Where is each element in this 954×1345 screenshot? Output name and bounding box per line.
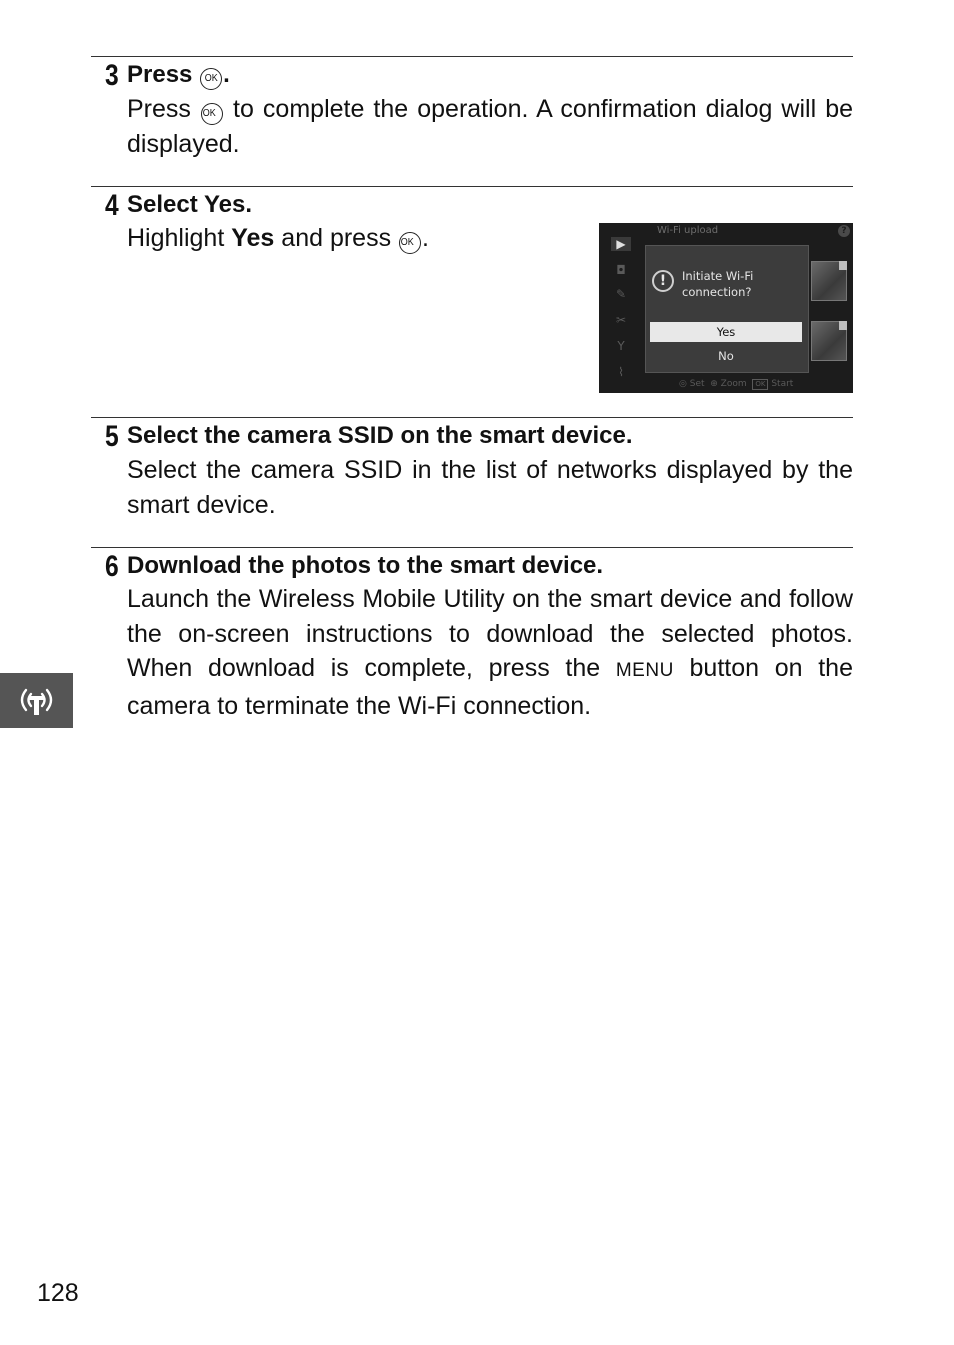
wireless-antenna-icon <box>0 673 73 728</box>
step-number: 4 <box>105 189 119 222</box>
help-icon: ? <box>838 225 850 237</box>
ok-button-icon: OK <box>399 232 421 254</box>
step-title: Select Yes. <box>127 191 253 218</box>
step-5 <box>91 417 853 538</box>
chapter-tab <box>0 673 73 728</box>
step-title: Press OK . <box>127 61 230 88</box>
step-3 <box>91 56 853 177</box>
camera-menu-header: Wi-Fi upload <box>657 225 719 236</box>
selected-badge-icon <box>839 321 847 330</box>
camera-menu-tabs <box>599 223 645 393</box>
confirmation-dialog <box>645 245 809 373</box>
camera-tab-icon: ◘ <box>616 263 626 277</box>
camera-monitor-screenshot <box>599 223 853 393</box>
step-body: Press OK to complete the operation. A confirmation dialog will be displayed. <box>127 95 854 158</box>
menu-button-icon: MENU <box>615 660 674 682</box>
warning-icon: ! <box>652 270 674 292</box>
step-title: Select the camera SSID on the smart device. <box>127 422 633 449</box>
ok-button-icon: OK <box>200 68 222 90</box>
step-number: 5 <box>105 420 119 453</box>
step-number: 6 <box>105 550 119 583</box>
option-yes[interactable]: Yes <box>650 322 802 342</box>
set-icon: ◎ <box>679 379 687 389</box>
step-6 <box>91 547 853 728</box>
step-body: Select the camera SSID in the list of networks displayed by the smart device. <box>127 456 853 519</box>
page-number: 128 <box>37 1279 79 1307</box>
custom-tab-icon: ✎ <box>615 287 627 301</box>
setup-tab-icon: Y <box>617 339 625 353</box>
step-body: Highlight Yes and press OK . <box>127 224 429 252</box>
retouch-tab-icon: ✂ <box>615 313 627 327</box>
camera-footer-hints: ◎ Set ⊕ Zoom OK Start <box>679 379 794 389</box>
step-title: Download the photos to the smart device. <box>127 552 604 579</box>
step-number: 3 <box>105 59 119 92</box>
step-body: Launch the Wireless Mobile Utility on the smart device and follow the on-screen instructions to download the selected photos. When download is complete, press the MENU button on the camera to terminate the Wi-Fi connection. <box>127 585 853 720</box>
ok-button-icon: OK <box>201 103 223 125</box>
ok-key-icon: OK <box>752 379 768 390</box>
zoom-icon: ⊕ <box>710 379 718 389</box>
playback-tab-icon: ▶ <box>611 237 631 251</box>
selected-badge-icon <box>839 261 847 270</box>
dialog-message: Initiate Wi-Fi connection? <box>682 269 754 299</box>
option-no[interactable]: No <box>718 349 734 363</box>
wifi-tab-icon: ⌇ <box>618 365 624 379</box>
